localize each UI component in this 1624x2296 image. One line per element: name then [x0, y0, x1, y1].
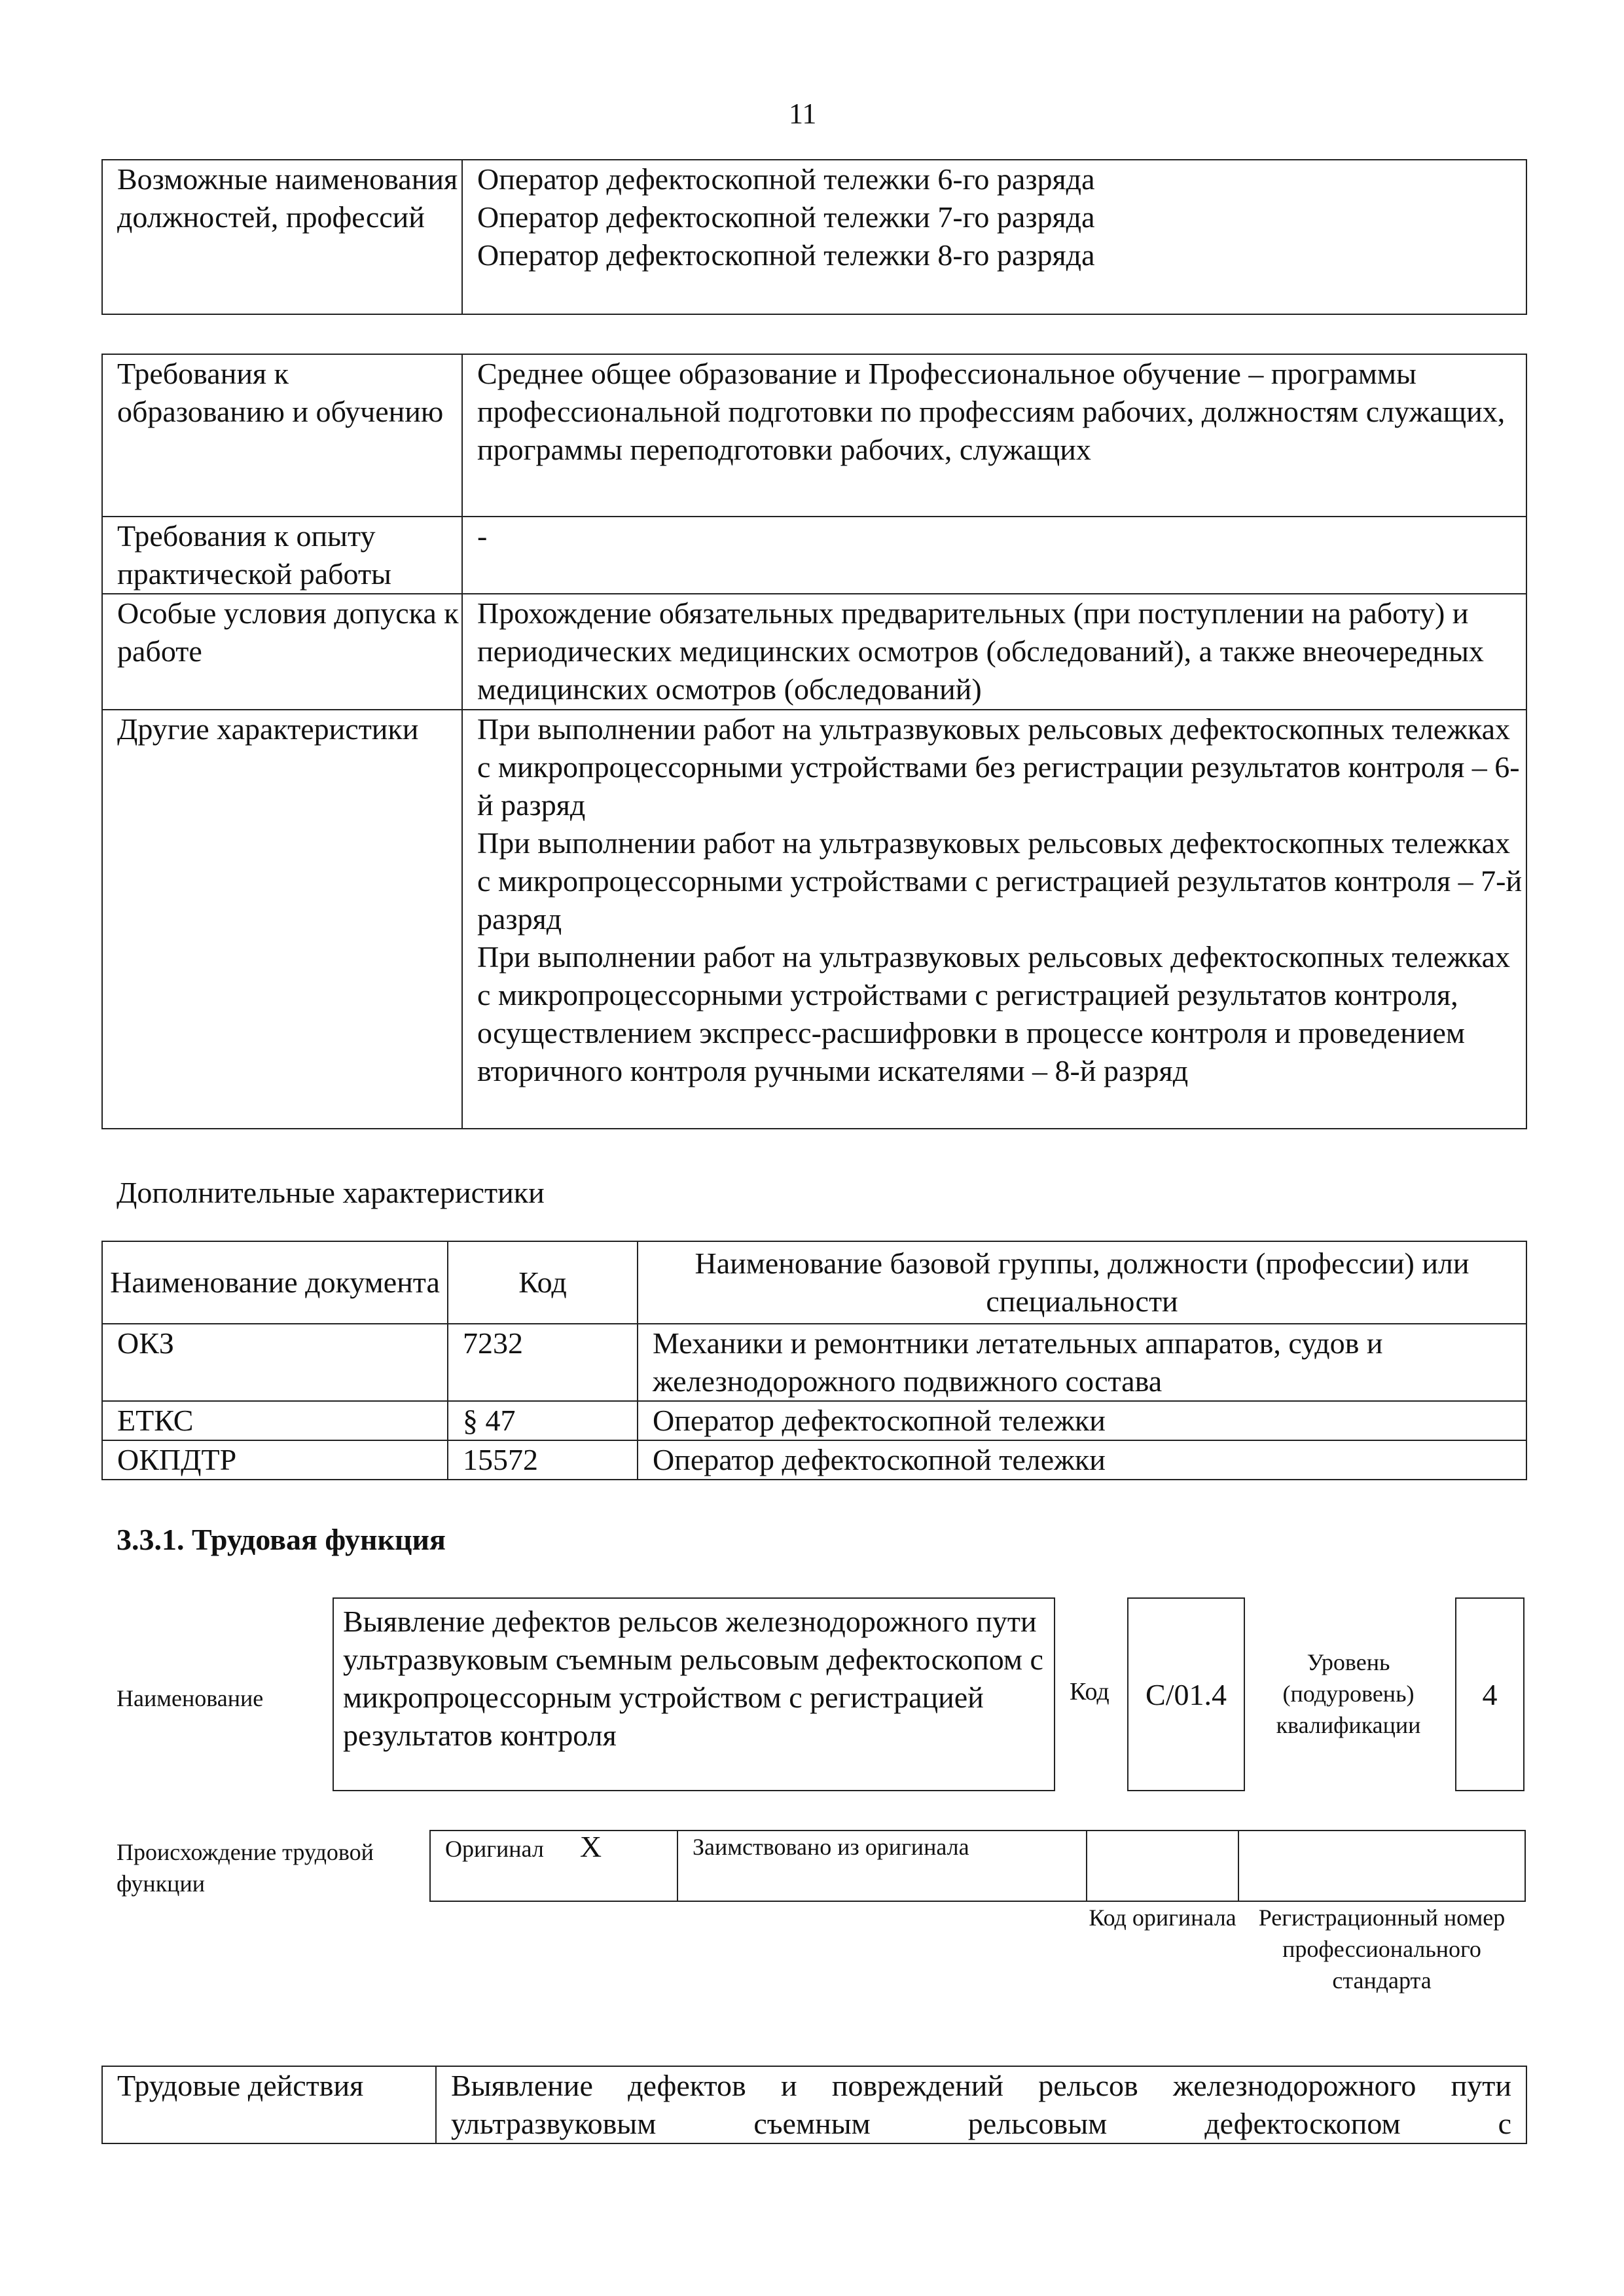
table-cell: § 47 [448, 1401, 638, 1440]
borrowed-label: Заимствовано из оригинала [677, 1831, 1087, 1901]
column-header: Код [448, 1241, 638, 1324]
table-row [102, 517, 1526, 594]
origin-table [429, 1830, 1526, 1902]
position-item: Оператор дефектоскопной тележки 6-го разряда [477, 162, 1095, 196]
table-cell: ЕТКС [102, 1401, 448, 1440]
actions-value [436, 2066, 1526, 2143]
level-label: Уровень (подуровень) квалификации [1276, 1649, 1421, 1738]
table-row [102, 354, 1526, 517]
function-code-box [1127, 1597, 1245, 1791]
origin-label: Происхождение трудовой функции [117, 1839, 374, 1897]
column-header: Наименование документа [102, 1241, 448, 1324]
original-cell [430, 1831, 677, 1901]
actions-line: ультразвуковым съемным рельсовым дефектоскопом с [451, 2107, 1511, 2140]
table-row [102, 1401, 1526, 1440]
level-box [1455, 1597, 1525, 1791]
actions-table [101, 2066, 1527, 2144]
table-cell: 15572 [448, 1440, 638, 1480]
actions-line: Выявление дефектов и повреждений рельсов железнодорожного пути [451, 2069, 1511, 2102]
requirements-table [101, 354, 1527, 1129]
table-row [102, 710, 1526, 1129]
positions-values [462, 160, 1526, 314]
table-row [102, 594, 1526, 710]
code-label: Код [1070, 1678, 1110, 1705]
table-cell: Оператор дефектоскопной тележки [638, 1440, 1526, 1480]
code-original-caption: Код оригинала [1089, 1904, 1236, 1931]
requirement-label: Требования к опыту практической работы [102, 517, 462, 594]
table-cell: ОКЗ [102, 1324, 448, 1401]
table-row [102, 1440, 1526, 1480]
function-heading: 3.3.1. Трудовая функция [117, 1523, 446, 1556]
table-cell: Оператор дефектоскопной тележки [638, 1401, 1526, 1440]
actions-label: Трудовые действия [102, 2066, 436, 2143]
requirement-label: Другие характеристики [102, 710, 462, 1129]
requirement-value: Прохождение обязательных предварительных (при поступлении на работу) и периодических медицинских осмотров (обследований), а также внеочередных медицинских осмотров (обследований) [462, 594, 1526, 710]
grade-description: При выполнении работ на ультразвуковых рельсовых дефектоскопных тележках с микропроцессорными устройствами с регистрацией результатов контроля, осуществлением экспресс-расшифровки в процессе контроля и проведением вторичного контроля ручными искателями – 8-й разряд [477, 940, 1511, 1087]
additional-title: Дополнительные характеристики [117, 1176, 545, 1209]
table-cell: Механики и ремонтники летательных аппаратов, судов и железнодорожного подвижного состава [638, 1324, 1526, 1401]
positions-table [101, 159, 1527, 315]
position-item: Оператор дефектоскопной тележки 8-го разряда [477, 238, 1095, 272]
function-name-label: Наименование [117, 1685, 264, 1711]
requirement-value [462, 710, 1526, 1129]
grade-description: При выполнении работ на ультразвуковых рельсовых дефектоскопных тележках с микропроцессорными устройствами без регистрации результатов контроля – 6-й разряд [477, 712, 1520, 822]
registration-caption: Регистрационный номер профессионального стандарта [1258, 1904, 1506, 1994]
requirement-value: - [462, 517, 1526, 594]
requirement-label: Требования к образованию и обучению [102, 354, 462, 517]
position-item: Оператор дефектоскопной тележки 7-го разряда [477, 200, 1095, 234]
original-mark: X [579, 1830, 602, 1863]
additional-table [101, 1241, 1527, 1480]
original-code-cell [1087, 1831, 1238, 1901]
function-name-box [333, 1597, 1055, 1791]
registration-number-cell [1238, 1831, 1525, 1901]
page-number: 11 [789, 98, 817, 130]
function-code-value: C/01.4 [1146, 1677, 1227, 1711]
level-value: 4 [1482, 1677, 1498, 1711]
function-name-value: Выявление дефектов рельсов железнодорожного пути ультразвуковым съемным рельсовым дефектоскопом с микропроцессорным устройством с регистрацией результатов контроля [343, 1605, 1043, 1752]
table-row [102, 1324, 1526, 1401]
table-cell: ОКПДТР [102, 1440, 448, 1480]
original-label: Оригинал [445, 1836, 544, 1862]
column-header: Наименование базовой группы, должности (профессии) или специальности [638, 1241, 1526, 1324]
positions-label: Возможные наименования должностей, профессий [102, 160, 462, 314]
grade-description: При выполнении работ на ультразвуковых рельсовых дефектоскопных тележках с микропроцессорными устройствами с регистрацией результатов контроля – 7-й разряд [477, 826, 1523, 936]
table-header-row [102, 1241, 1526, 1324]
requirement-value: Среднее общее образование и Профессиональное обучение – программы профессиональной подготовки по профессиям рабочих, должностям служащих, программы переподготовки рабочих, служащих [462, 354, 1526, 517]
table-row [102, 2066, 1526, 2143]
table-cell: 7232 [448, 1324, 638, 1401]
requirement-label: Особые условия допуска к работе [102, 594, 462, 710]
